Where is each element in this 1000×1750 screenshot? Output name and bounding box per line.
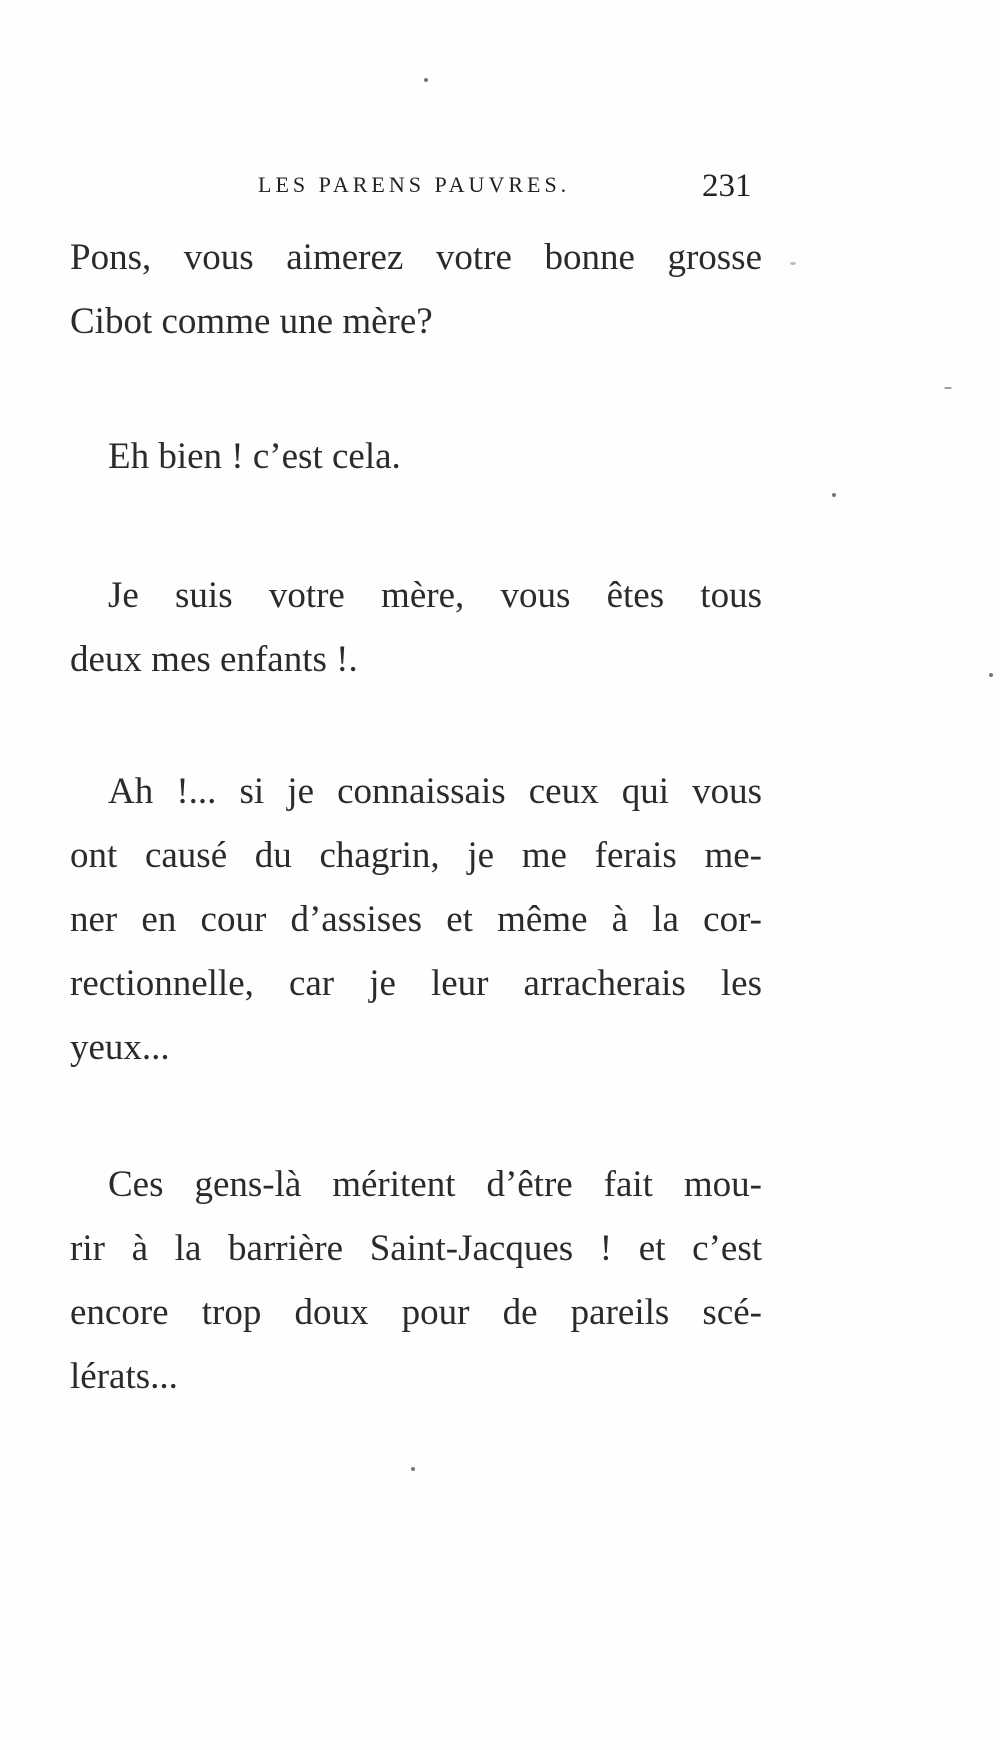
text-line: Je suis votre mère, vous êtes tous (108, 575, 762, 616)
paper-speck (832, 493, 836, 497)
text-line: rir à la barrière Saint-Jacques ! et c’est (70, 1228, 762, 1269)
paragraph-5 (70, 1153, 762, 1409)
paper-speck (989, 673, 993, 677)
paper-speck (944, 387, 952, 389)
text-line: deux mes enfants !. (70, 639, 358, 680)
paragraph-4 (70, 760, 762, 1080)
paragraph-3 (70, 564, 762, 692)
paper-speck (424, 78, 428, 82)
text-line: Cibot comme une mère? (70, 301, 433, 342)
text-line: ner en cour d’assises et même à la cor- (70, 899, 762, 940)
paper-speck (411, 1467, 415, 1471)
paragraph-2 (70, 425, 762, 489)
text-line: encore trop doux pour de pareils scé- (70, 1292, 762, 1333)
text-line: Ces gens-là méritent d’être fait mou- (108, 1164, 762, 1205)
paper-speck (790, 262, 796, 265)
text-line: Pons, vous aimerez votre bonne grosse (70, 237, 762, 278)
text-line: Eh bien ! c’est cela. (108, 436, 401, 477)
running-title: LES PARENS PAUVRES. (258, 172, 571, 197)
page-number: 231 (702, 168, 752, 204)
paragraph-1 (70, 226, 762, 354)
text-line: lérats... (70, 1356, 178, 1397)
text-line: ont causé du chagrin, je me ferais me- (70, 835, 762, 876)
text-line: Ah !... si je connaissais ceux qui vous (108, 771, 762, 812)
text-line: rectionnelle, car je leur arracherais les (70, 963, 762, 1004)
text-line: yeux... (70, 1027, 170, 1068)
